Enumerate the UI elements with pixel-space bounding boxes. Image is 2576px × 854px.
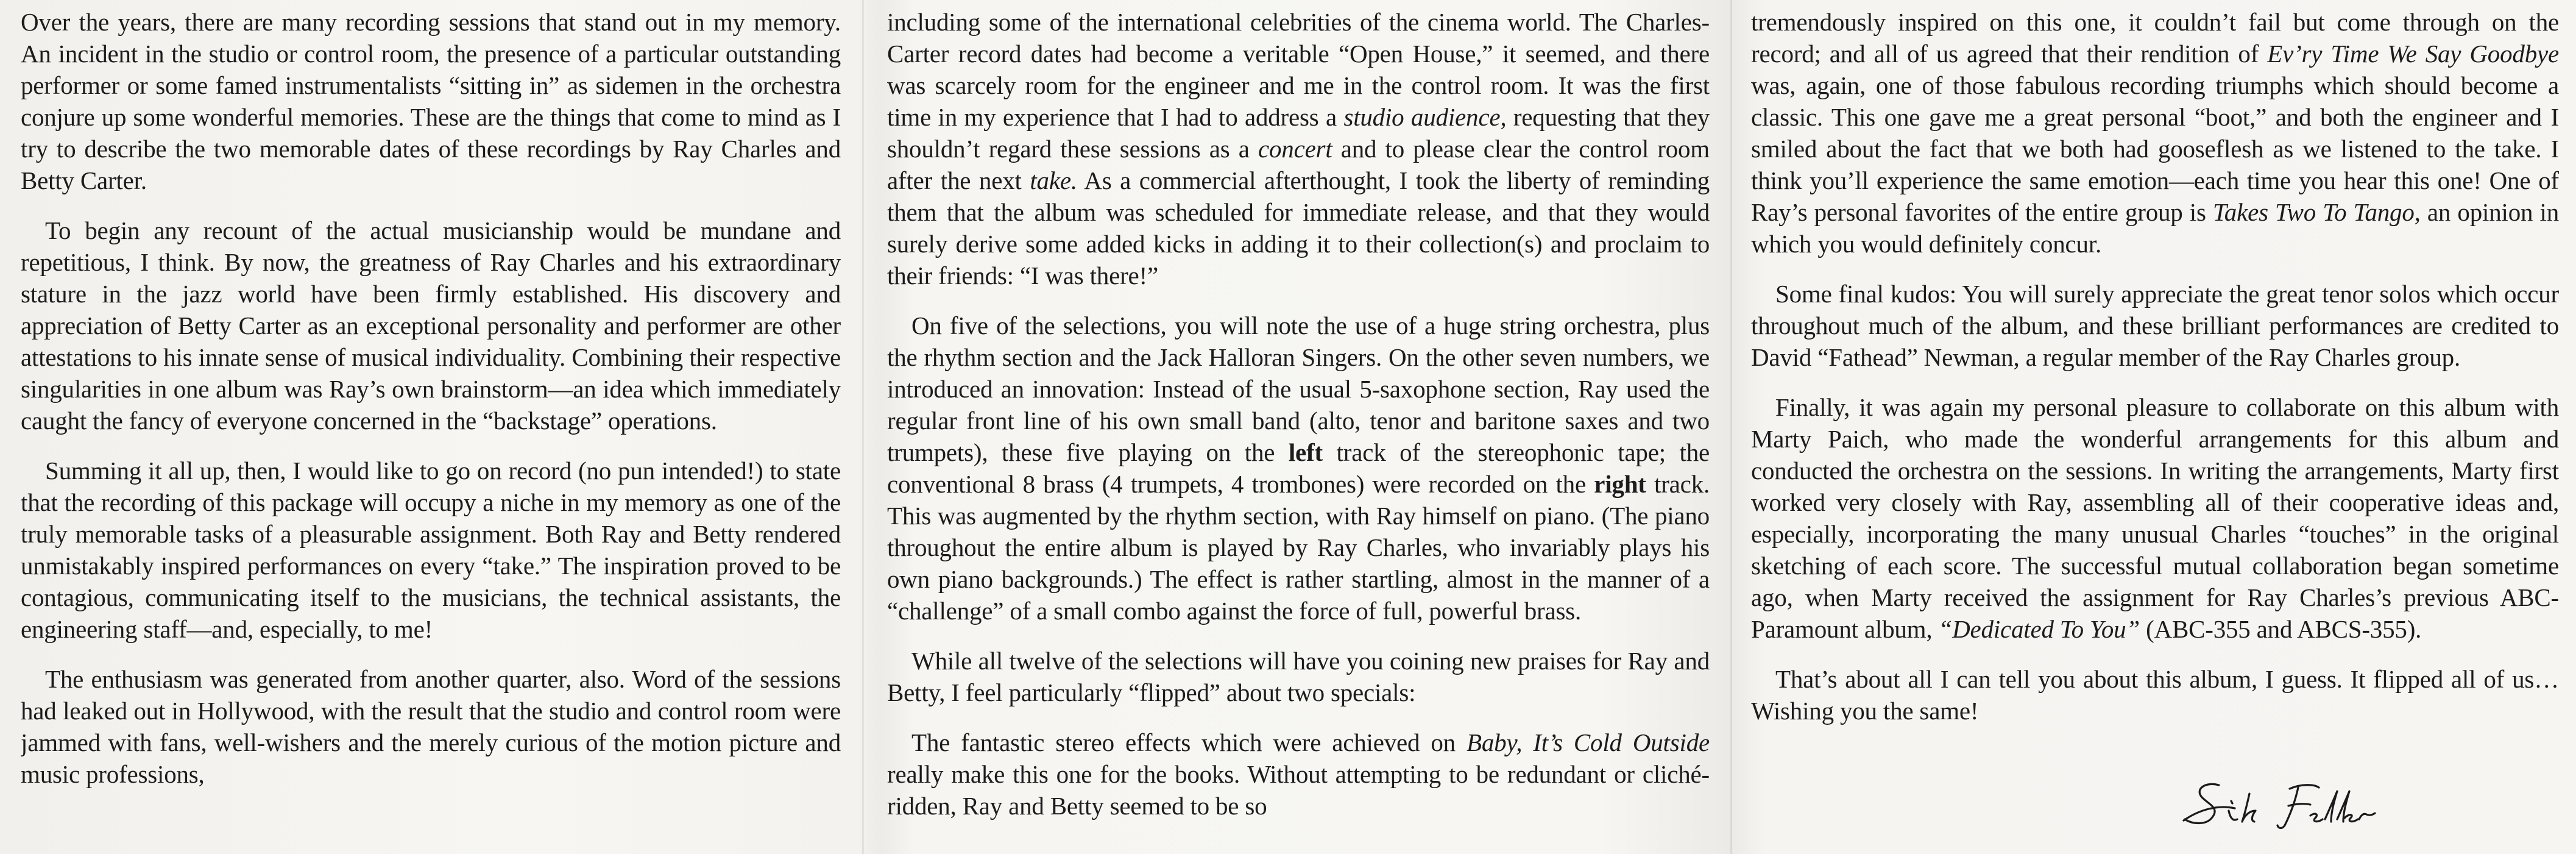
paragraph: On five of the selections, you will note the use of a huge string orchestra, plus the rhythm section and the Jack Halloran Singers. On the other seven numbers, we introduced an innovation: Instead of the usual 5-saxophone section, Ray used the regular front line of his own small band (alto, tenor and baritone saxes and two trumpets), these five playing on the left track of the stereophonic tape; the conventional 8 brass (4 trumpets, 4 trombones) were recorded on the right track. This was augmented by the rhythm section, with Ray himself on piano. (The piano throughout the entire album is played by Ray Charles, who invariably plays his own piano backgrounds.) The effect is rather startling, almost in the manner of a “challenge” of a small combo against the force of full, powerful brass. [887, 311, 1710, 625]
emphasis: “Dedicated To You” [1938, 615, 2140, 643]
paragraph: To begin any recount of the actual musicianship would be mundane and repetitious, I think. By now, the greatness of Ray Charles and his extraordinary stature in the jazz world have been firmly established. His discovery and appreciation of Betty Carter as an exceptional personality and performer are other attestations to his innate sense of musical individuality. Combining their respective singularities in one album was Ray’s own brainstorm—an idea which immediately caught the fancy of everyone concerned in the “backstage” operations. [21, 216, 841, 435]
column-3 [1751, 0, 2559, 854]
strong-text: left [1288, 438, 1323, 466]
signature-sid-feller [2181, 773, 2388, 834]
paragraph: including some of the international celebrities of the cinema world. The Charles-Carter record dates had become a veritable “Open House,” it seemed, and there was scarcely room for the engineer and me in the control room. It was the first time in my experience that I had to address a studio audience, requesting that they shouldn’t regard these sessions as a concert and to please clear the control room after the next take. As a commercial afterthought, I took the liberty of reminding them that the album was scheduled for immediate release, and that they would surely derive some added kicks in adding it to their collection(s) and proclaim to their friends: “I was there!” [887, 8, 1710, 290]
paragraph: Finally, it was again my personal pleasure to collaborate on this album with Marty Paich, who made the wonderful arrangements for this album and conducted the orchestra on the sessions. In writing the arrangements, Marty first worked very closely with Ray, assembling all of their cooperative ideas and, especially, incorporating the many unusual Charles “touches” in the original sketching of each score. The successful mutual collaboration began sometime ago, when Marty received the assignment for Ray Charles’s previous ABC-Paramount album, “Dedicated To You” (ABC-355 and ABCS-355). [1751, 393, 2559, 643]
paragraph: The fantastic stereo effects which were achieved on Baby, It’s Cold Outside really make this one for the books. Without attempting to be redundant or cliché-ridden, Ray and Betty seemed to be so [887, 728, 1710, 820]
paragraph: Summing it all up, then, I would like to go on record (no pun intended!) to state that the recording of this package will occupy a niche in my memory as one of the truly memorable tasks of a pleasurable assignment. Both Ray and Betty rendered unmistakably inspired performances on every “take.” The inspiration proved to be contagious, communicating itself to the musicians, the technical assistants, the engineering staff—and, especially, to me! [21, 457, 841, 643]
paragraph: Over the years, there are many recording sessions that stand out in my memory. An incident in the studio or control room, the presence of a particular outstanding performer or some famed instrumentalists “sitting in” as sidemen in the orchestra conjure up some wonderful memories. These are the things that come to mind as I try to describe the two memorable dates of these recordings by Ray Charles and Betty Carter. [21, 8, 841, 194]
paragraph: While all twelve of the selections will have you coining new praises for Ray and Betty, I feel particularly “flipped” about two specials: [887, 647, 1710, 706]
emphasis: Takes Two To Tango, [2212, 198, 2421, 226]
paragraph: tremendously inspired on this one, it couldn’t fail but come through on the record; and all of us agreed that their rendition of Ev’ry Time We Say Goodbye was, again, one of those fabulous recording triumphs which should become a classic. This one gave me a great personal “boot,” and both the engineer and I smiled about the fact that we both had gooseflesh as we listened to the take. I think you’ll experience the same emotion—each time you hear this one! One of Ray’s personal favorites of the entire group is Takes Two To Tango, an opinion in which you would definitely concur. [1751, 8, 2559, 258]
fold-crease-left [862, 0, 864, 854]
strong-text: right [1594, 470, 1646, 498]
emphasis: studio audience, [1343, 103, 1507, 131]
column-2 [887, 0, 1710, 854]
column-1 [21, 0, 841, 854]
emphasis: concert [1258, 135, 1332, 163]
emphasis: Baby, It’s Cold Outside [1467, 728, 1710, 756]
fold-crease-right [1730, 0, 1732, 854]
paragraph: That’s about all I can tell you about this album, I guess. It flipped all of us…Wishing you the same! [1751, 665, 2559, 725]
emphasis: take. [1030, 166, 1077, 194]
paragraph: The enthusiasm was generated from another quarter, also. Word of the sessions had leaked out in Hollywood, with the result that the studio and control room were jammed with fans, well-wishers and the merely curious of the motion picture and music professions, [21, 665, 841, 788]
paragraph: Some final kudos: You will surely appreciate the great tenor solos which occur throughout much of the album, and these brilliant performances are credited to David “Fathead” Newman, a regular member of the Ray Charles group. [1751, 280, 2559, 371]
emphasis: Ev’ry Time We Say Goodbye [2267, 40, 2559, 68]
